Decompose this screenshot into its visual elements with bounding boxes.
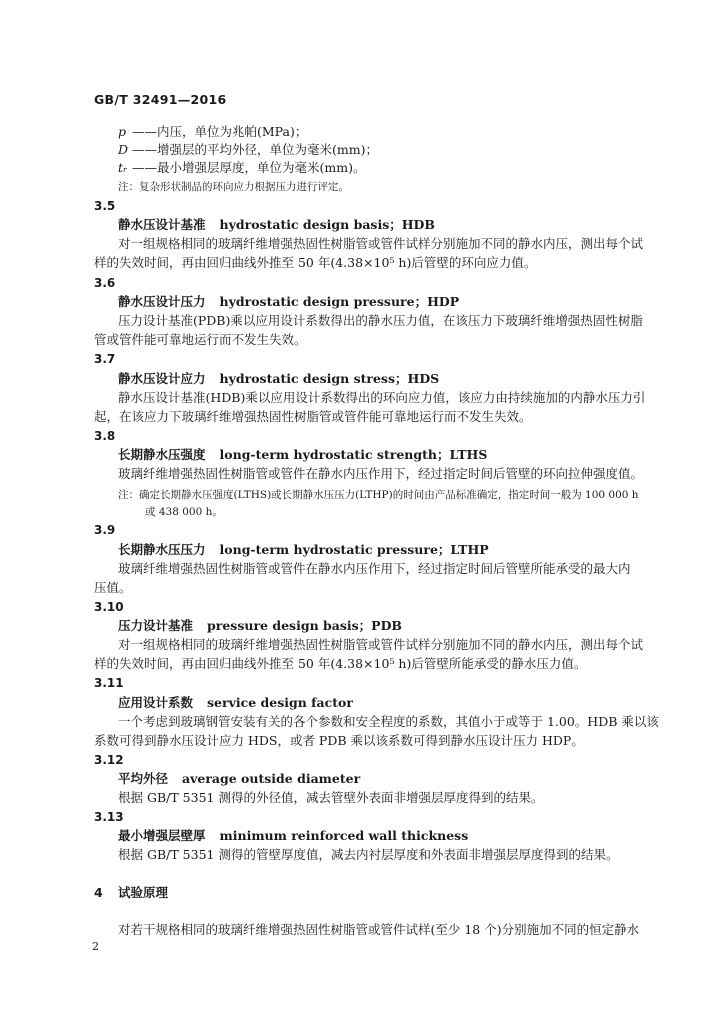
symbol: D — [118, 142, 129, 157]
section-title: 试验原理 — [118, 885, 169, 900]
definition-line: 系数可得到静水压设计应力 HDS，或者 PDB 乘以该系数可得到静水压设计压力 HDP。 — [94, 733, 584, 748]
clause-number: 3.5 — [94, 199, 116, 213]
term-cn: 静水压设计压力 — [118, 294, 206, 309]
definition-line: 玻璃纤维增强热固性树脂管或管件在静水内压作用下，经过指定时间后管壁的环向拉伸强度值。 — [118, 466, 644, 481]
symbols-note: 注：复杂形状制品的环向应力根据压力进行评定。 — [118, 181, 349, 193]
clause-number: 3.6 — [94, 276, 116, 290]
definition-line: 根据 GB/T 5351 测得的管壁厚度值，减去内衬层厚度和外表面非增强层厚度得到的结果。 — [118, 847, 619, 862]
clause-number: 3.12 — [94, 753, 124, 767]
definition-line: 起，在该应力下玻璃纤维增强热固性树脂管或管件能可靠地运行而不发生失效。 — [94, 409, 532, 424]
page-number: 2 — [92, 940, 99, 953]
symbol-desc: ——内压，单位为兆帕(MPa)； — [132, 124, 308, 139]
term-cn: 静水压设计基准 — [118, 217, 206, 232]
symbol-desc: ——增强层的平均外径，单位为毫米(mm)； — [132, 142, 378, 157]
term-heading — [118, 371, 439, 387]
clause-number: 3.8 — [94, 429, 116, 443]
term-cn: 压力设计基准 — [118, 618, 194, 633]
definition-line: 管或管件能可靠地运行而不发生失效。 — [94, 332, 307, 347]
section-body-line: 对若干规格相同的玻璃纤维增强热固性树脂管或管件试样(至少 18 个)分别施加不同的恒定静水 — [118, 922, 640, 937]
definition-line: 样的失效时间，再由回归曲线外推至 50 年(4.38×10⁵ h)后管壁所能承受的静水压力值。 — [94, 656, 587, 671]
term-cn: 最小增强层壁厚 — [118, 828, 206, 843]
term-heading — [118, 695, 353, 711]
definition-line: 压值。 — [94, 580, 132, 595]
clause-number: 3.9 — [94, 523, 116, 537]
term-en: long-term hydrostatic pressure；LTHP — [219, 542, 489, 557]
doc-code-header: GB/T 32491—2016 — [94, 92, 227, 107]
term-en: minimum reinforced wall thickness — [219, 828, 469, 843]
definition-line: 样的失效时间，再由回归曲线外推至 50 年(4.38×10⁵ h)后管壁的环向应力值。 — [94, 255, 537, 270]
term-cn: 长期静水压压力 — [118, 542, 206, 557]
definition-line: 对一组规格相同的玻璃纤维增强热固性树脂管或管件试样分别施加不同的静水内压，测出每个试 — [118, 236, 644, 251]
symbol-def-d — [118, 142, 378, 158]
term-heading — [118, 618, 402, 634]
definition-line: 对一组规格相同的玻璃纤维增强热固性树脂管或管件试样分别施加不同的静水内压，测出每个试 — [118, 637, 644, 652]
term-cn: 平均外径 — [118, 771, 169, 786]
term-heading — [118, 771, 360, 787]
term-cn: 静水压设计应力 — [118, 371, 206, 386]
symbol: p — [118, 124, 127, 139]
definition-line: 根据 GB/T 5351 测得的外径值，减去管壁外表面非增强层厚度得到的结果。 — [118, 790, 544, 805]
term-note: 注：确定长期静水压强度(LTHS)或长期静水压压力(LTHP)的时间由产品标准确定，指定时间一般为 100 000 h — [118, 489, 639, 501]
symbol: tᵣ — [118, 160, 128, 175]
definition-line: 压力设计基准(PDB)乘以应用设计系数得出的静水压力值，在该压力下玻璃纤维增强热固性树脂 — [118, 313, 643, 328]
definition-line: 静水压设计基准(HDB)乘以应用设计系数得出的环向应力值，该应力由持续施加的内静水压力引 — [118, 390, 646, 405]
clause-number: 3.7 — [94, 352, 116, 366]
section-number: 4 — [94, 885, 103, 900]
term-cn: 应用设计系数 — [118, 695, 194, 710]
clause-number: 3.10 — [94, 600, 124, 614]
term-en: hydrostatic design stress；HDS — [219, 371, 440, 386]
term-en: service design factor — [207, 695, 353, 710]
term-en: pressure design basis；PDB — [207, 618, 402, 633]
term-en: hydrostatic design basis；HDB — [219, 217, 435, 232]
definition-line: 一个考虑到玻璃钢管安装有关的各个参数和安全程度的系数，其值小于或等于 1.00。HDB 乘以该 — [118, 714, 659, 729]
clause-number: 3.13 — [94, 810, 124, 824]
term-heading — [118, 217, 435, 233]
term-heading — [118, 542, 489, 558]
term-en: average outside diameter — [182, 771, 361, 786]
term-heading — [118, 447, 487, 463]
term-en: long-term hydrostatic strength；LTHS — [219, 447, 488, 462]
term-heading — [118, 294, 459, 310]
symbol-def-p — [118, 124, 307, 140]
symbol-desc: ——最小增强层厚度，单位为毫米(mm)。 — [132, 160, 366, 175]
term-note: 或 438 000 h。 — [145, 506, 223, 518]
term-heading — [118, 828, 468, 844]
term-cn: 长期静水压强度 — [118, 447, 206, 462]
definition-line: 玻璃纤维增强热固性树脂管或管件在静水内压作用下，经过指定时间后管壁所能承受的最大内 — [118, 561, 631, 576]
clause-number: 3.11 — [94, 676, 124, 690]
symbol-def-tr — [118, 160, 365, 176]
term-en: hydrostatic design pressure；HDP — [219, 294, 460, 309]
